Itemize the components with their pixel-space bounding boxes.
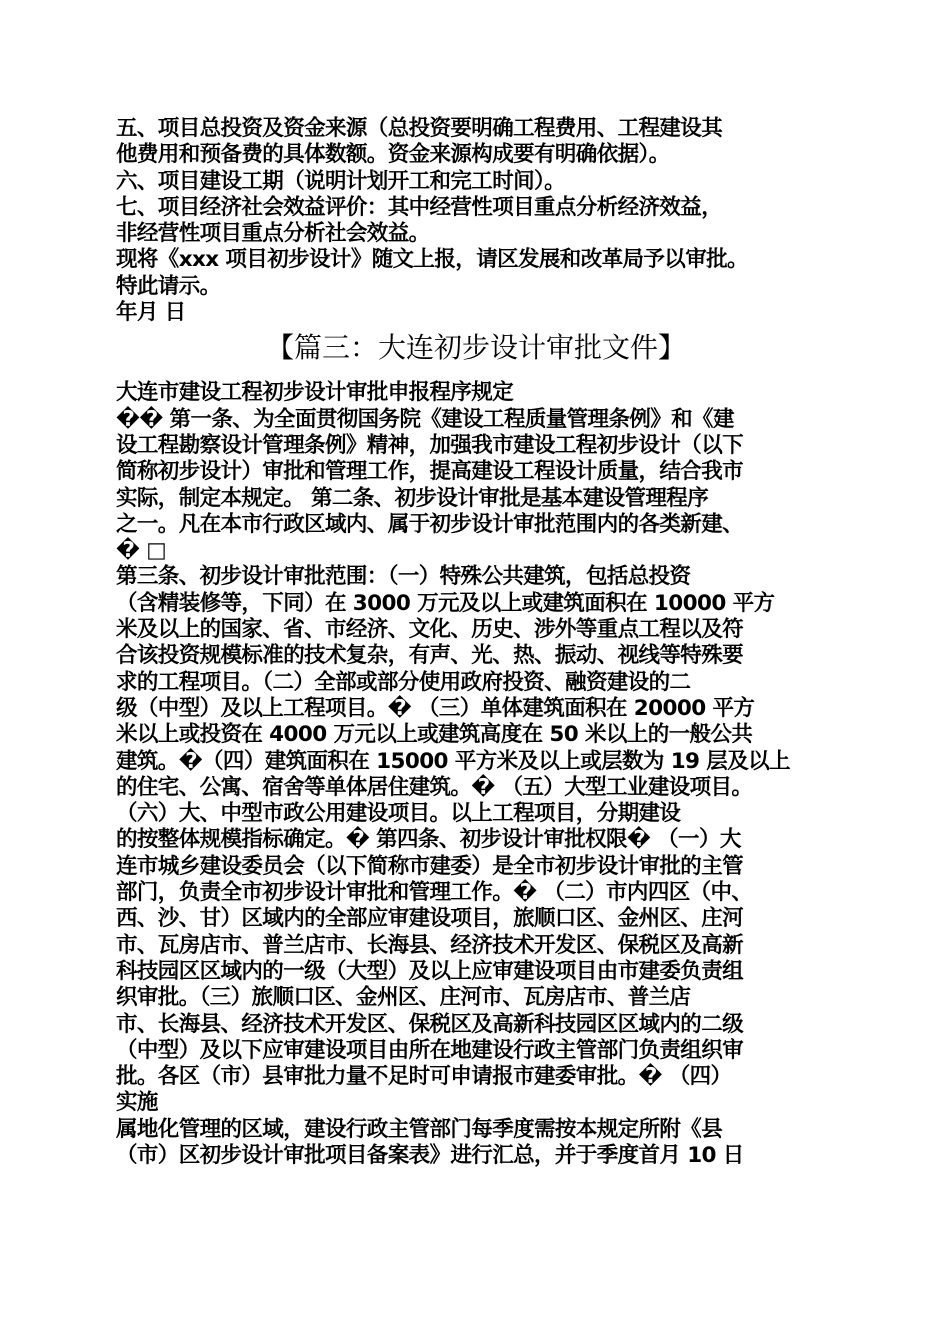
text-line: 米以上或投资在 4000 万元以上或建筑高度在 50 米以上的一般公共 [116, 722, 753, 748]
text-line: 求的工程项目。（二）全部或部分使用政府投资、融资建设的二 [116, 669, 691, 695]
text-line: 的住宅、公寓、宿舍等单体居住建筑。� （五）大型工业建设项目。 [116, 774, 753, 800]
text-line: � □ [116, 538, 166, 564]
text-line: 六、项目建设工期（说明计划开工和完工时间）。 [116, 168, 566, 194]
text-line: 特此请示。 [116, 273, 221, 299]
text-line: 织审批。（三）旅顺口区、金州区、庄河市、瓦房店市、普兰店 [116, 985, 691, 1011]
text-line: 西、沙、甘）区域内的全部应审建设项目，旅顺口区、金州区、庄河 [116, 906, 744, 932]
text-line: 建筑。�（四）建筑面积在 15000 平方米及以上或层数为 19 层及以上 [116, 748, 790, 774]
text-line: �� 第一条、为全面贯彻国务院《建设工程质量管理条例》和《建 [116, 406, 734, 432]
section-heading: 【篇三：大连初步设计审批文件】 [265, 331, 686, 365]
text-line: 的按整体规模指标确定。� 第四条、初步设计审批权限� （一）大 [116, 827, 741, 853]
document-page [116, 116, 836, 1169]
text-line: 连市城乡建设委员会（以下简称市建委）是全市初步设计审批的主管 [116, 853, 744, 879]
text-line: 级（中型）及以上工程项目。� （三）单体建筑面积在 20000 平方 [116, 695, 755, 721]
text-line: 现将《xxx 项目初步设计》随文上报，请区发展和改革局予以审批。 [116, 247, 748, 273]
top-section [116, 116, 836, 326]
text-line: 科技园区区域内的一级（大型）及以上应审建设项目由市建委负责组 [116, 958, 744, 984]
text-line: 实际，制定本规定。 第二条、初步设计审批是基本建设管理程序 [116, 485, 709, 511]
text-line: （市）区初步设计审批项目备案表》进行汇总，并于季度首月 10 日 [116, 1142, 744, 1168]
text-line: 实施 [116, 1090, 158, 1116]
text-line: 米及以上的国家、省、市经济、文化、历史、涉外等重点工程以及符 [116, 617, 744, 643]
text-line: 七、项目经济社会效益评价：其中经营性项目重点分析经济效益， [116, 194, 723, 220]
text-line: 市、长海县、经济技术开发区、保税区及高新科技园区区域内的二级 [116, 1011, 744, 1037]
text-line: 设工程勘察设计管理条例》精神，加强我市建设工程初步设计（以下 [116, 432, 744, 458]
text-line: 合该投资规模标准的技术复杂，有声、光、热、振动、视线等特殊要 [116, 643, 744, 669]
text-line: 非经营性项目重点分析社会效益。 [116, 221, 430, 247]
text-line: 市、瓦房店市、普兰店市、长海县、经济技术开发区、保税区及高新 [116, 932, 744, 958]
text-line: 之一。凡在本市行政区域内、属于初步设计审批范围内的各类新建、 [116, 511, 744, 537]
text-line: 批。各区（市）县审批力量不足时可申请报市建委审批。� （四） [116, 1064, 732, 1090]
text-line: 第三条、初步设计审批范围：（一）特殊公共建筑，包括总投资 [116, 564, 691, 590]
text-line: （中型）及以下应审建设项目由所在地建设行政主管部门负责组织审 [116, 1037, 744, 1063]
text-line: （六）大、中型市政公用建设项目。以上工程项目，分期建设 [116, 801, 681, 827]
text-line: 大连市建设工程初步设计审批申报程序规定 [116, 380, 514, 406]
body-section [116, 380, 836, 1169]
text-line: 属地化管理的区域，建设行政主管部门每季度需按本规定所附《县 [116, 1116, 723, 1142]
text-line: 年月 日 [116, 300, 186, 326]
text-line: 部门，负责全市初步设计审批和管理工作。� （二）市内四区（中、 [116, 880, 753, 906]
text-line: 五、项目总投资及资金来源（总投资要明确工程费用、工程建设其 [116, 116, 723, 141]
text-line: 简称初步设计）审批和管理工作，提高建设工程设计质量，结合我市 [116, 459, 744, 485]
text-line: 他费用和预备费的具体数额。资金来源构成要有明确依据）。 [116, 142, 670, 168]
text-line: （含精装修等，下同）在 3000 万元及以上或建筑面积在 10000 平方 [116, 590, 775, 616]
